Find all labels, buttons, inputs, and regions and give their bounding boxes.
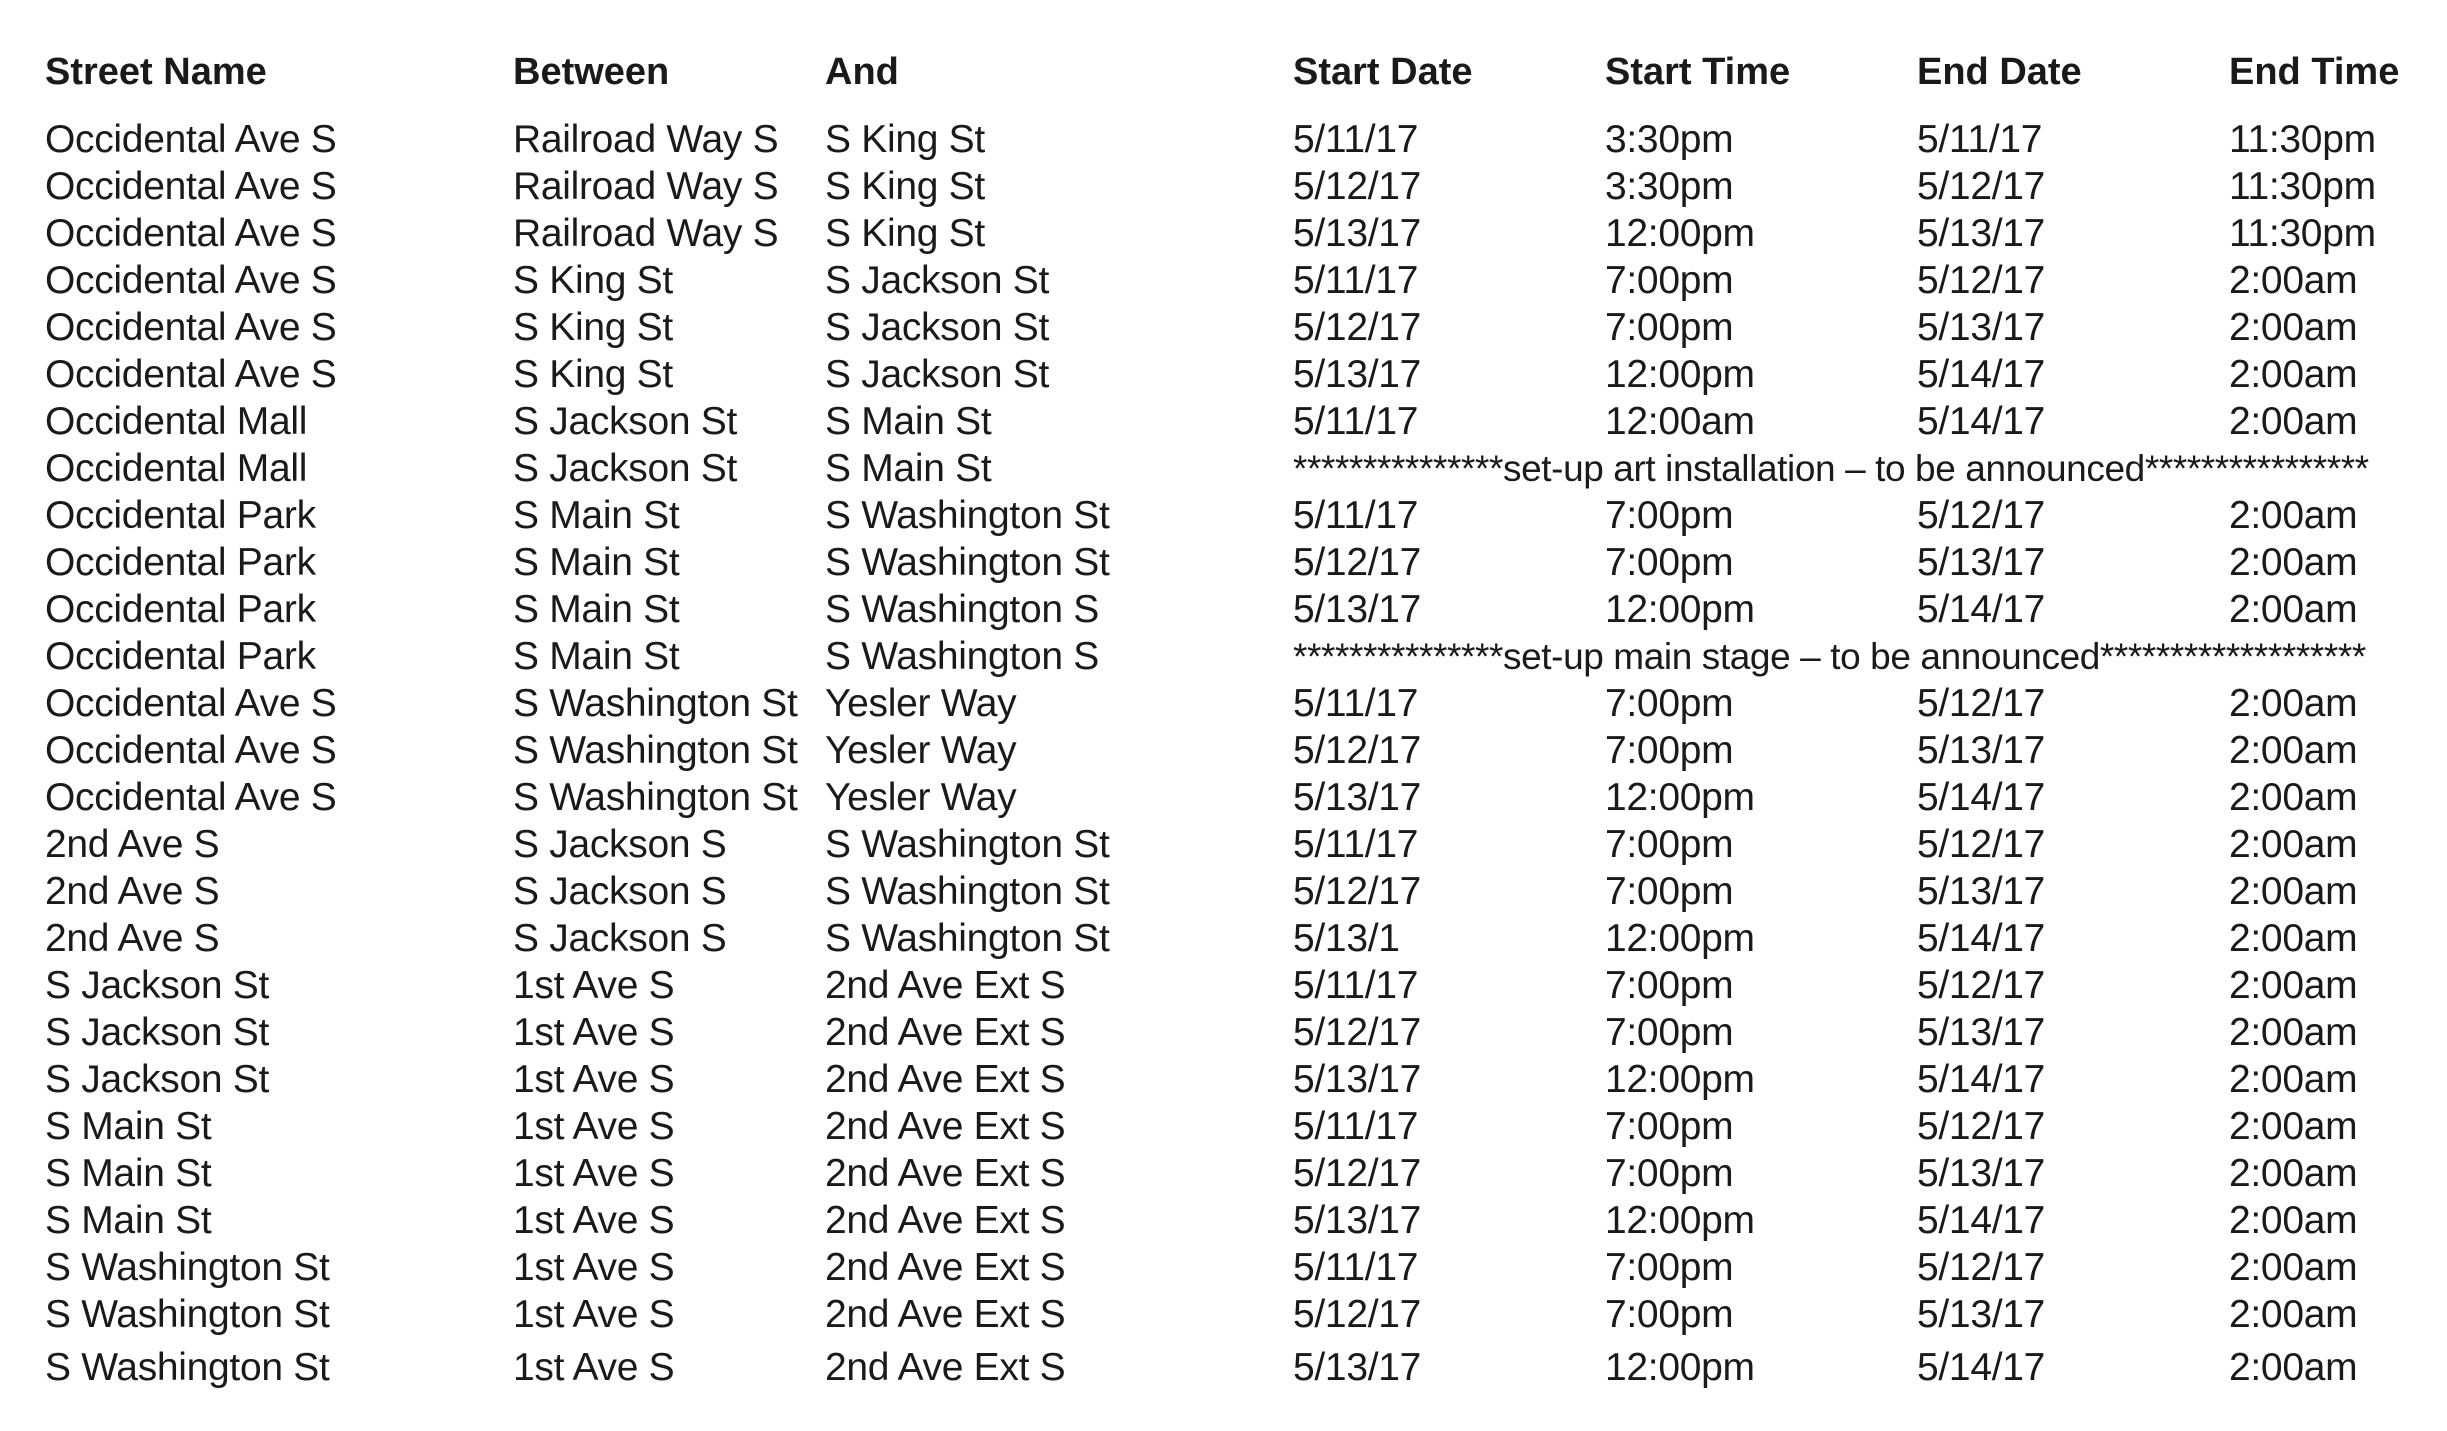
cell-start-time: 7:00pm	[1605, 1152, 1734, 1195]
table-row	[45, 1150, 2415, 1197]
table-row	[45, 351, 2415, 398]
cell-between: 1st Ave S	[513, 1152, 675, 1195]
cell-start-date: 5/11/17	[1293, 1246, 1419, 1289]
cell-between: S Jackson S	[513, 823, 727, 866]
cell-street-name: S Washington St	[45, 1293, 330, 1336]
cell-between: S Jackson St	[513, 400, 738, 443]
cell-end-date: 5/12/17	[1917, 823, 2046, 866]
cell-start-date: 5/11/17	[1293, 259, 1419, 302]
cell-start-time: 7:00pm	[1605, 823, 1734, 866]
cell-end-date: 5/14/17	[1917, 400, 2046, 443]
cell-start-date: 5/12/17	[1293, 1011, 1422, 1054]
cell-start-time: 7:00pm	[1605, 1246, 1734, 1289]
cell-start-time: 7:00pm	[1605, 682, 1734, 725]
cell-street-name: S Jackson St	[45, 1058, 270, 1101]
cell-start-date: 5/13/1	[1293, 917, 1400, 960]
cell-end-time: 2:00am	[2229, 588, 2358, 631]
cell-end-time: 11:30pm	[2229, 118, 2376, 161]
cell-and: 2nd Ave Ext S	[825, 964, 1066, 1007]
cell-end-date: 5/11/17	[1917, 118, 2043, 161]
cell-between: Railroad Way S	[513, 212, 779, 255]
cell-end-time: 2:00am	[2229, 1293, 2358, 1336]
cell-start-time: 12:00pm	[1605, 588, 1755, 631]
cell-end-date: 5/14/17	[1917, 776, 2046, 819]
table-row	[45, 586, 2415, 633]
cell-start-date: 5/11/17	[1293, 1105, 1419, 1148]
cell-between: S Jackson S	[513, 917, 727, 960]
cell-start-date: 5/13/17	[1293, 1346, 1422, 1389]
cell-street-name: Occidental Ave S	[45, 212, 337, 255]
cell-end-time: 11:30pm	[2229, 212, 2376, 255]
cell-between: S Jackson S	[513, 870, 727, 913]
cell-start-time: 7:00pm	[1605, 1105, 1734, 1148]
cell-and: 2nd Ave Ext S	[825, 1293, 1066, 1336]
cell-end-time: 2:00am	[2229, 917, 2358, 960]
table-row	[45, 445, 2415, 492]
cell-between: S King St	[513, 353, 673, 396]
cell-and: 2nd Ave Ext S	[825, 1246, 1066, 1289]
cell-between: 1st Ave S	[513, 1011, 675, 1054]
table-row	[45, 1009, 2415, 1056]
cell-street-name: S Main St	[45, 1199, 212, 1242]
cell-street-name: Occidental Park	[45, 635, 316, 678]
cell-start-time: 7:00pm	[1605, 870, 1734, 913]
cell-start-time: 3:30pm	[1605, 165, 1734, 208]
cell-start-time: 7:00pm	[1605, 494, 1734, 537]
cell-start-date: 5/13/17	[1293, 588, 1422, 631]
table-row	[45, 163, 2415, 210]
cell-street-name: Occidental Ave S	[45, 682, 337, 725]
cell-start-date: 5/13/17	[1293, 353, 1422, 396]
cell-end-time: 2:00am	[2229, 1011, 2358, 1054]
cell-end-date: 5/13/17	[1917, 212, 2046, 255]
cell-street-name: 2nd Ave S	[45, 870, 220, 913]
cell-start-time: 12:00pm	[1605, 776, 1755, 819]
header-end-date: End Date	[1917, 51, 2082, 93]
cell-between: S Jackson St	[513, 447, 738, 490]
cell-and: S Washington St	[825, 823, 1110, 866]
header-and: And	[825, 51, 899, 93]
cell-end-time: 2:00am	[2229, 870, 2358, 913]
cell-end-date: 5/12/17	[1917, 682, 2046, 725]
table-row	[45, 680, 2415, 727]
cell-start-time: 7:00pm	[1605, 259, 1734, 302]
cell-start-date: 5/11/17	[1293, 494, 1419, 537]
cell-street-name: S Main St	[45, 1105, 212, 1148]
cell-between: 1st Ave S	[513, 1199, 675, 1242]
cell-start-time: 12:00pm	[1605, 1346, 1755, 1389]
cell-between: S Main St	[513, 635, 680, 678]
cell-end-date: 5/14/17	[1917, 588, 2046, 631]
cell-between: 1st Ave S	[513, 1105, 675, 1148]
cell-start-date: 5/12/17	[1293, 729, 1422, 772]
cell-between: S Washington St	[513, 682, 798, 725]
cell-end-date: 5/12/17	[1917, 165, 2046, 208]
table-row	[45, 210, 2415, 257]
cell-start-date: 5/11/17	[1293, 823, 1419, 866]
cell-start-date: 5/12/17	[1293, 1293, 1422, 1336]
table-row	[45, 821, 2415, 868]
cell-street-name: Occidental Ave S	[45, 729, 337, 772]
cell-end-date: 5/13/17	[1917, 1011, 2046, 1054]
cell-street-name: Occidental Park	[45, 494, 316, 537]
cell-and: S King St	[825, 165, 985, 208]
cell-end-time: 2:00am	[2229, 1199, 2358, 1242]
cell-and: S Main St	[825, 447, 992, 490]
cell-between: Railroad Way S	[513, 118, 779, 161]
cell-between: S Main St	[513, 588, 680, 631]
cell-end-time: 2:00am	[2229, 964, 2358, 1007]
cell-end-time: 2:00am	[2229, 541, 2358, 584]
cell-and: S Jackson St	[825, 353, 1050, 396]
header-start-date: Start Date	[1293, 51, 1473, 93]
header-between: Between	[513, 51, 670, 93]
table-row	[45, 962, 2415, 1009]
cell-and: Yesler Way	[825, 776, 1017, 819]
cell-between: 1st Ave S	[513, 1346, 675, 1389]
cell-end-date: 5/14/17	[1917, 1058, 2046, 1101]
cell-and: S Main St	[825, 400, 992, 443]
cell-street-name: 2nd Ave S	[45, 823, 220, 866]
cell-and: S King St	[825, 212, 985, 255]
cell-end-time: 2:00am	[2229, 1105, 2358, 1148]
table-row	[45, 868, 2415, 915]
cell-start-date: 5/11/17	[1293, 682, 1419, 725]
cell-end-time: 2:00am	[2229, 729, 2358, 772]
cell-between: S Washington St	[513, 776, 798, 819]
cell-between: S Washington St	[513, 729, 798, 772]
cell-street-name: S Jackson St	[45, 1011, 270, 1054]
cell-end-date: 5/12/17	[1917, 964, 2046, 1007]
cell-and: 2nd Ave Ext S	[825, 1346, 1066, 1389]
cell-start-date: 5/12/17	[1293, 541, 1422, 584]
table-row	[45, 774, 2415, 821]
cell-end-time: 2:00am	[2229, 823, 2358, 866]
cell-start-time: 12:00am	[1605, 400, 1755, 443]
cell-and: 2nd Ave Ext S	[825, 1011, 1066, 1054]
table-row	[45, 1056, 2415, 1103]
cell-start-date: 5/13/17	[1293, 1199, 1422, 1242]
table-row	[45, 116, 2415, 163]
cell-street-name: Occidental Ave S	[45, 306, 337, 349]
cell-start-date: 5/13/17	[1293, 776, 1422, 819]
cell-start-date: 5/12/17	[1293, 870, 1422, 913]
header-start-time: Start Time	[1605, 51, 1791, 93]
cell-between: 1st Ave S	[513, 1058, 675, 1101]
cell-start-time: 7:00pm	[1605, 1011, 1734, 1054]
cell-between: 1st Ave S	[513, 1293, 675, 1336]
cell-between: S Main St	[513, 541, 680, 584]
table-body	[45, 116, 2415, 1391]
table-row	[45, 1291, 2415, 1338]
table-row	[45, 539, 2415, 586]
table-row	[45, 492, 2415, 539]
cell-end-date: 5/14/17	[1917, 1199, 2046, 1242]
row-note: ***************set-up art installation – to be announced****************	[1293, 448, 2369, 489]
cell-end-time: 2:00am	[2229, 353, 2358, 396]
table-row	[45, 1197, 2415, 1244]
cell-start-date: 5/11/17	[1293, 400, 1419, 443]
cell-end-time: 2:00am	[2229, 1246, 2358, 1289]
cell-start-time: 12:00pm	[1605, 1058, 1755, 1101]
cell-start-date: 5/12/17	[1293, 165, 1422, 208]
cell-street-name: Occidental Park	[45, 541, 316, 584]
cell-end-date: 5/12/17	[1917, 494, 2046, 537]
cell-and: S Washington St	[825, 541, 1110, 584]
table-row	[45, 398, 2415, 445]
cell-street-name: Occidental Park	[45, 588, 316, 631]
table-header	[45, 44, 2415, 100]
cell-street-name: Occidental Ave S	[45, 259, 337, 302]
cell-end-time: 2:00am	[2229, 682, 2358, 725]
table-row	[45, 727, 2415, 774]
cell-and: S Jackson St	[825, 259, 1050, 302]
cell-between: 1st Ave S	[513, 964, 675, 1007]
cell-start-time: 12:00pm	[1605, 1199, 1755, 1242]
cell-end-time: 2:00am	[2229, 1346, 2358, 1389]
cell-end-date: 5/13/17	[1917, 1293, 2046, 1336]
cell-street-name: Occidental Ave S	[45, 776, 337, 819]
cell-start-date: 5/12/17	[1293, 1152, 1422, 1195]
cell-and: 2nd Ave Ext S	[825, 1058, 1066, 1101]
cell-and: Yesler Way	[825, 682, 1017, 725]
cell-and: S Washington St	[825, 494, 1110, 537]
cell-start-time: 12:00pm	[1605, 212, 1755, 255]
cell-end-date: 5/13/17	[1917, 1152, 2046, 1195]
cell-start-time: 7:00pm	[1605, 306, 1734, 349]
cell-end-time: 2:00am	[2229, 306, 2358, 349]
cell-street-name: S Washington St	[45, 1346, 330, 1389]
cell-end-time: 2:00am	[2229, 400, 2358, 443]
cell-end-date: 5/13/17	[1917, 729, 2046, 772]
header-end-time: End Time	[2229, 51, 2400, 93]
row-note: ***************set-up main stage – to be announced*******************	[1293, 636, 2366, 677]
cell-end-time: 2:00am	[2229, 1058, 2358, 1101]
cell-and: S Washington S	[825, 588, 1099, 631]
table-row	[45, 1244, 2415, 1291]
cell-end-time: 2:00am	[2229, 494, 2358, 537]
cell-and: S Washington St	[825, 870, 1110, 913]
cell-and: Yesler Way	[825, 729, 1017, 772]
table-row	[45, 304, 2415, 351]
cell-end-time: 2:00am	[2229, 1152, 2358, 1195]
cell-end-date: 5/12/17	[1917, 259, 2046, 302]
cell-street-name: S Washington St	[45, 1246, 330, 1289]
cell-street-name: Occidental Ave S	[45, 118, 337, 161]
cell-start-time: 7:00pm	[1605, 541, 1734, 584]
cell-end-time: 2:00am	[2229, 259, 2358, 302]
cell-end-date: 5/13/17	[1917, 306, 2046, 349]
cell-between: 1st Ave S	[513, 1246, 675, 1289]
cell-between: Railroad Way S	[513, 165, 779, 208]
table-row	[45, 1103, 2415, 1150]
cell-end-date: 5/13/17	[1917, 870, 2046, 913]
cell-and: S Jackson St	[825, 306, 1050, 349]
cell-end-date: 5/12/17	[1917, 1246, 2046, 1289]
table-row	[45, 1344, 2415, 1391]
cell-end-date: 5/13/17	[1917, 541, 2046, 584]
cell-street-name: S Jackson St	[45, 964, 270, 1007]
cell-end-time: 2:00am	[2229, 776, 2358, 819]
cell-start-date: 5/11/17	[1293, 118, 1419, 161]
cell-street-name: Occidental Ave S	[45, 165, 337, 208]
cell-and: 2nd Ave Ext S	[825, 1152, 1066, 1195]
cell-end-time: 11:30pm	[2229, 165, 2376, 208]
cell-start-date: 5/13/17	[1293, 212, 1422, 255]
cell-start-time: 3:30pm	[1605, 118, 1734, 161]
cell-end-date: 5/14/17	[1917, 1346, 2046, 1389]
cell-between: S Main St	[513, 494, 680, 537]
cell-street-name: S Main St	[45, 1152, 212, 1195]
cell-start-date: 5/11/17	[1293, 964, 1419, 1007]
cell-between: S King St	[513, 306, 673, 349]
table-row	[45, 633, 2415, 680]
cell-street-name: Occidental Mall	[45, 400, 308, 443]
table-row	[45, 257, 2415, 304]
cell-street-name: 2nd Ave S	[45, 917, 220, 960]
cell-start-time: 7:00pm	[1605, 964, 1734, 1007]
cell-and: 2nd Ave Ext S	[825, 1199, 1066, 1242]
cell-and: 2nd Ave Ext S	[825, 1105, 1066, 1148]
table-row	[45, 915, 2415, 962]
cell-and: S King St	[825, 118, 985, 161]
cell-street-name: Occidental Ave S	[45, 353, 337, 396]
cell-end-date: 5/14/17	[1917, 917, 2046, 960]
cell-start-date: 5/13/17	[1293, 1058, 1422, 1101]
cell-and: S Washington S	[825, 635, 1099, 678]
cell-start-date: 5/12/17	[1293, 306, 1422, 349]
cell-between: S King St	[513, 259, 673, 302]
cell-start-time: 7:00pm	[1605, 1293, 1734, 1336]
cell-end-date: 5/14/17	[1917, 353, 2046, 396]
cell-street-name: Occidental Mall	[45, 447, 308, 490]
cell-start-time: 7:00pm	[1605, 729, 1734, 772]
cell-and: S Washington St	[825, 917, 1110, 960]
closure-schedule-table	[45, 44, 2415, 1391]
cell-start-time: 12:00pm	[1605, 353, 1755, 396]
header-street-name: Street Name	[45, 51, 267, 93]
cell-start-time: 12:00pm	[1605, 917, 1755, 960]
cell-end-date: 5/12/17	[1917, 1105, 2046, 1148]
